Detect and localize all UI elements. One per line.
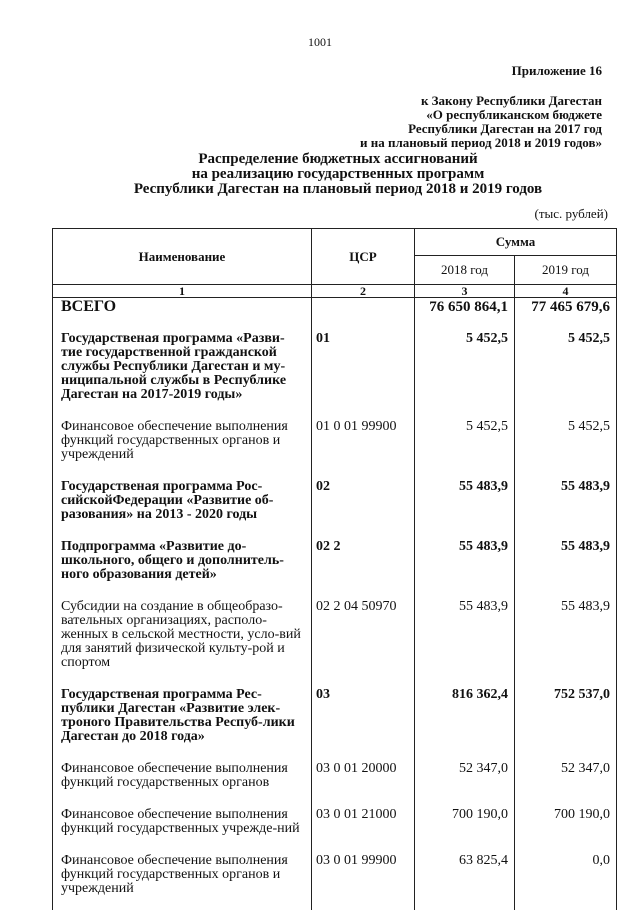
table-row xyxy=(53,804,617,850)
appendix-title: Приложение 16 xyxy=(330,64,602,78)
row-csr-code: 03 0 01 99900 xyxy=(312,850,415,910)
appendix-line: Республики Дагестан на 2017 год xyxy=(330,122,602,136)
row-csr-code xyxy=(312,298,415,329)
page-number: 1001 xyxy=(0,35,640,50)
total-row xyxy=(53,298,617,329)
table-row xyxy=(53,416,617,476)
row-amount-2019: 52 347,0 xyxy=(515,758,617,804)
row-csr-code: 03 xyxy=(312,684,415,758)
document-title xyxy=(60,152,616,197)
row-csr-code: 03 0 01 21000 xyxy=(312,804,415,850)
table-row xyxy=(53,328,617,416)
row-amount-2018: 52 347,0 xyxy=(415,758,515,804)
column-number: 2 xyxy=(312,285,415,298)
row-amount-2018: 55 483,9 xyxy=(415,536,515,596)
row-csr-code: 02 2 04 50970 xyxy=(312,596,415,684)
table-row xyxy=(53,758,617,804)
row-amount-2018: 55 483,9 xyxy=(415,596,515,684)
row-name: Финансовое обеспечение выполнения функций государственных учрежде-ний xyxy=(53,804,312,850)
column-number: 1 xyxy=(53,285,312,298)
appendix-line: «О республиканском бюджете xyxy=(330,108,602,122)
row-amount-2019: 5 452,5 xyxy=(515,416,617,476)
row-amount-2018: 55 483,9 xyxy=(415,476,515,536)
row-amount-2019: 5 452,5 xyxy=(515,328,617,416)
row-amount-2019: 752 537,0 xyxy=(515,684,617,758)
row-name: Государственая программа Рос-сийскойФедерации «Развитие об-разования» на 2013 - 2020 годы xyxy=(53,476,312,536)
header-csr: ЦСР xyxy=(312,229,415,285)
table-row xyxy=(53,684,617,758)
header-year-2019: 2019 год xyxy=(515,256,617,285)
row-amount-2018: 63 825,4 xyxy=(415,850,515,910)
title-line: Распределение бюджетных ассигнований xyxy=(60,152,616,167)
row-name: Финансовое обеспечение выполнения функций государственных органов и учреждений xyxy=(53,850,312,910)
column-number: 4 xyxy=(515,285,617,298)
appendix-line: и на плановый период 2018 и 2019 годов» xyxy=(330,136,602,150)
row-amount-2019: 77 465 679,6 xyxy=(515,298,617,329)
row-name: Государственая программа Рес-публики Дагестан «Развитие элек-троного Правительства Респуб-лики Дагестан до 2018 года» xyxy=(53,684,312,758)
table-row xyxy=(53,476,617,536)
row-csr-code: 02 2 xyxy=(312,536,415,596)
row-name: Финансовое обеспечение выполнения функций государственных органов и учреждений xyxy=(53,416,312,476)
table-row xyxy=(53,850,617,910)
header-sum: Сумма xyxy=(415,229,617,256)
appendix-line: к Закону Республики Дагестан xyxy=(330,94,602,108)
header-year-2018: 2018 год xyxy=(415,256,515,285)
row-name: ВСЕГО xyxy=(53,298,312,329)
row-name: Подпрограмма «Развитие до-школьного, общего и дополнитель-ного образования детей» xyxy=(53,536,312,596)
column-number: 3 xyxy=(415,285,515,298)
row-amount-2018: 816 362,4 xyxy=(415,684,515,758)
row-csr-code: 03 0 01 20000 xyxy=(312,758,415,804)
row-amount-2019: 55 483,9 xyxy=(515,536,617,596)
row-amount-2019: 55 483,9 xyxy=(515,476,617,536)
table-row xyxy=(53,596,617,684)
row-csr-code: 02 xyxy=(312,476,415,536)
row-amount-2018: 700 190,0 xyxy=(415,804,515,850)
row-amount-2018: 5 452,5 xyxy=(415,416,515,476)
row-amount-2019: 700 190,0 xyxy=(515,804,617,850)
row-amount-2018: 76 650 864,1 xyxy=(415,298,515,329)
header-name: Наименование xyxy=(53,229,312,285)
row-amount-2019: 0,0 xyxy=(515,850,617,910)
table-row xyxy=(53,536,617,596)
row-amount-2018: 5 452,5 xyxy=(415,328,515,416)
row-amount-2019: 55 483,9 xyxy=(515,596,617,684)
title-line: Республики Дагестан на плановый период 2018 и 2019 годов xyxy=(60,182,616,197)
table-body xyxy=(53,298,617,910)
appendix-block xyxy=(330,64,602,150)
units-note: (тыс. рублей) xyxy=(420,206,608,222)
row-name: Государственая программа «Разви-тие государственной гражданской службы Республики Дагестан и му-ниципальной службы в Республике Дагестан на 2017-2019 годы» xyxy=(53,328,312,416)
row-name: Субсидии на создание в общеобразо-вательных организациях, располо-женных в сельской местности, усло-вий для занятий физической культу-рой и спортом xyxy=(53,596,312,684)
row-csr-code: 01 0 01 99900 xyxy=(312,416,415,476)
row-name: Финансовое обеспечение выполнения функций государственных органов xyxy=(53,758,312,804)
title-line: на реализацию государственных программ xyxy=(60,167,616,182)
row-csr-code: 01 xyxy=(312,328,415,416)
budget-table xyxy=(52,228,617,910)
